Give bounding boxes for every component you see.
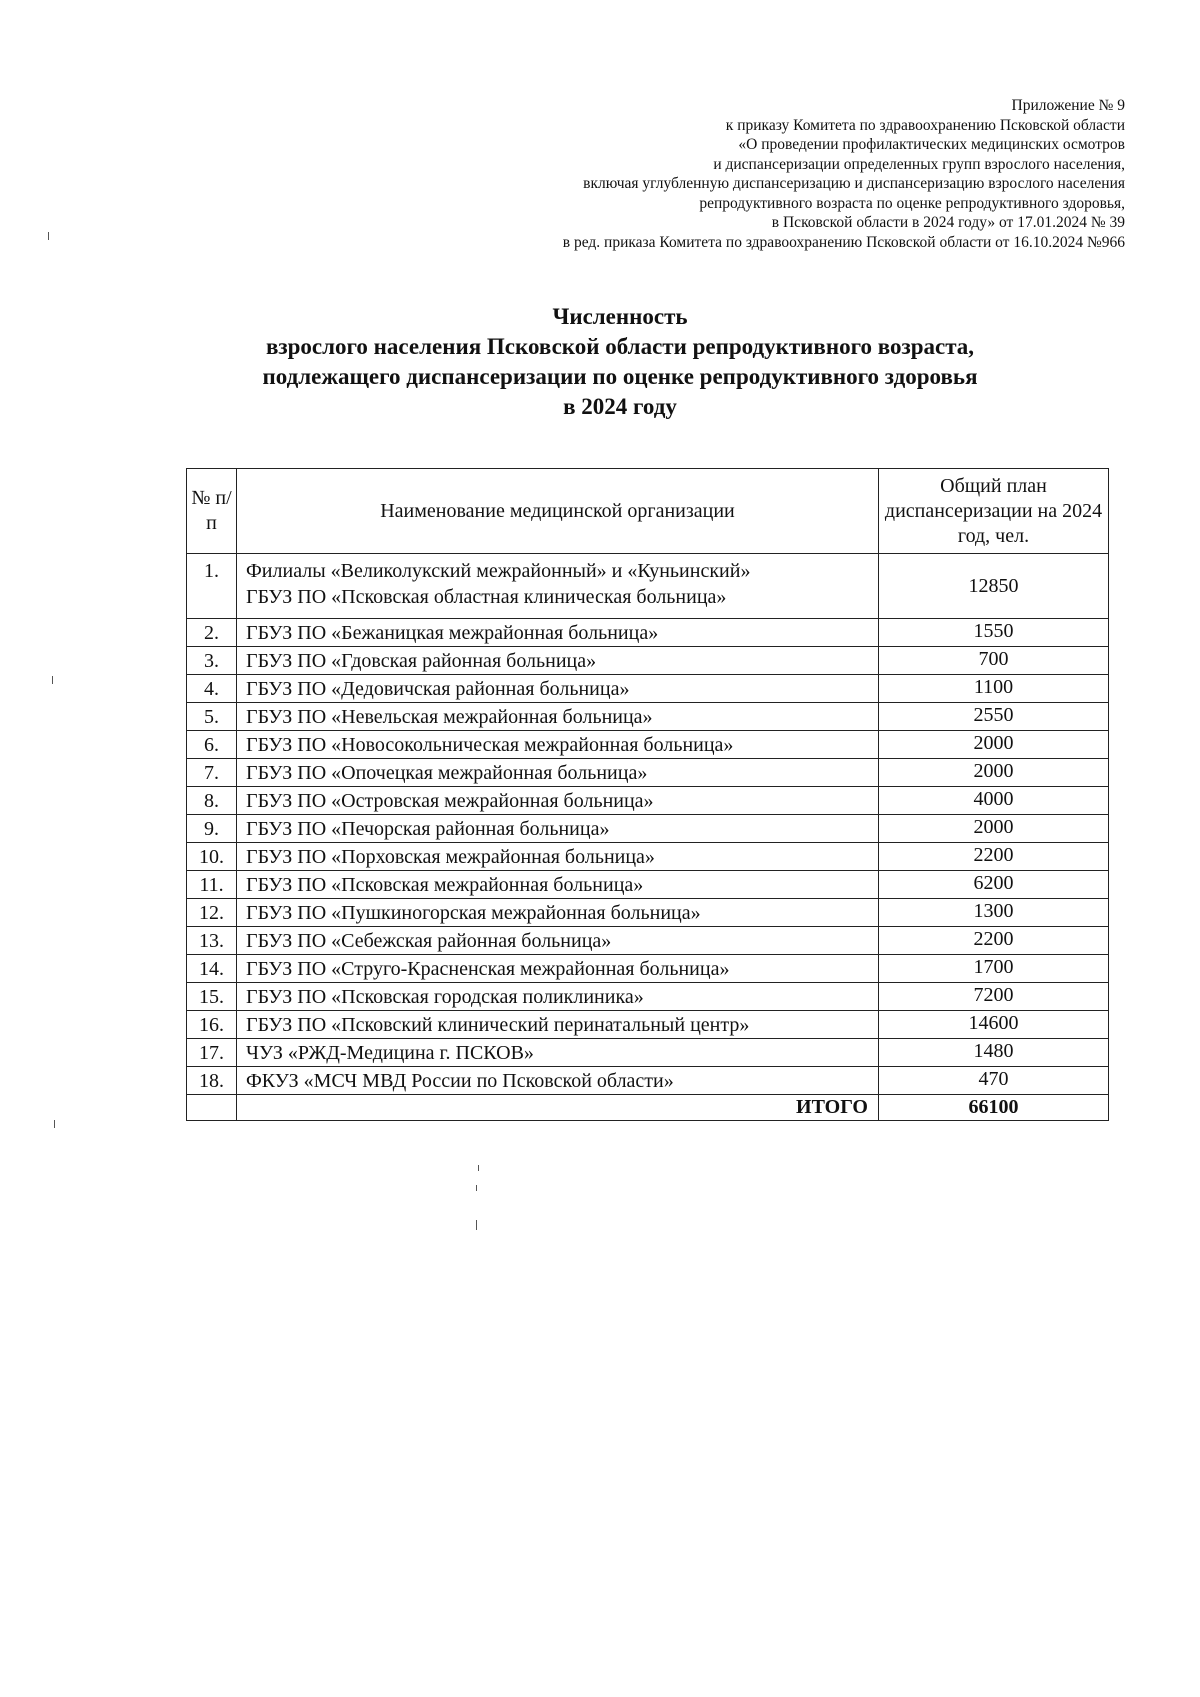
title-line: подлежащего диспансеризации по оценке репродуктивного здоровья [262, 364, 978, 389]
table-total-row [187, 1095, 1109, 1121]
row-name: ГБУЗ ПО «Псковская городская поликлиника» [237, 983, 879, 1011]
row-name: ФКУЗ «МСЧ МВД России по Псковской области» [237, 1067, 879, 1095]
row-plan: 700 [879, 647, 1109, 675]
scan-mark [476, 1220, 477, 1230]
row-plan: 2000 [879, 731, 1109, 759]
row-plan: 2000 [879, 815, 1109, 843]
row-name: ГБУЗ ПО «Струго-Красненская межрайонная больница» [237, 955, 879, 983]
row-name-line: Филиалы «Великолукский межрайонный» и «Куньинский» [246, 560, 751, 582]
appendix-line: репродуктивного возраста по оценке репродуктивного здоровья, [699, 194, 1125, 212]
row-name: ГБУЗ ПО «Дедовичская районная больница» [237, 675, 879, 703]
scan-mark [48, 232, 49, 240]
header-plan: Общий план диспансеризации на 2024 год, чел. [879, 469, 1109, 554]
table-row [187, 1011, 1109, 1039]
table-row [187, 647, 1109, 675]
table-row [187, 787, 1109, 815]
table-row [187, 619, 1109, 647]
row-num: 10. [187, 843, 237, 871]
row-plan: 1480 [879, 1039, 1109, 1067]
row-name-line: ГБУЗ ПО «Псковская областная клиническая больница» [246, 586, 727, 608]
row-plan: 2550 [879, 703, 1109, 731]
appendix-line: «О проведении профилактических медицинских осмотров [738, 136, 1125, 153]
appendix-line: в Псковской области в 2024 году» от 17.01.2024 № 39 [771, 214, 1125, 231]
row-num: 13. [187, 927, 237, 955]
row-num: 4. [187, 675, 237, 703]
total-label: ИТОГО [237, 1095, 879, 1121]
row-num: 6. [187, 731, 237, 759]
row-plan: 2200 [879, 843, 1109, 871]
appendix-line: Приложение № 9 [1011, 97, 1125, 114]
row-name: ГБУЗ ПО «Псковская межрайонная больница» [237, 871, 879, 899]
row-plan: 1300 [879, 899, 1109, 927]
document-title [120, 302, 1120, 422]
appendix-line: и диспансеризации определенных групп взрослого населения, [713, 155, 1125, 173]
table-row [187, 871, 1109, 899]
scan-mark [54, 1120, 55, 1128]
title-line: взрослого населения Псковской области репродуктивного возраста, [265, 334, 975, 359]
row-name: ГБУЗ ПО «Себежская районная больница» [237, 927, 879, 955]
appendix-line: в ред. приказа Комитета по здравоохранению Псковской области от 16.10.2024 №966 [562, 233, 1125, 251]
row-name: ГБУЗ ПО «Невельская межрайонная больница» [237, 703, 879, 731]
row-plan: 7200 [879, 983, 1109, 1011]
table-row [187, 815, 1109, 843]
row-num: 14. [187, 955, 237, 983]
row-num: 2. [187, 619, 237, 647]
row-plan: 6200 [879, 871, 1109, 899]
table-row [187, 675, 1109, 703]
table-row [187, 731, 1109, 759]
plan-table [186, 468, 1109, 1121]
row-name: ЧУЗ «РЖД-Медицина г. ПСКОВ» [237, 1039, 879, 1067]
row-plan: 2000 [879, 759, 1109, 787]
appendix-note [405, 96, 1125, 252]
scan-mark [478, 1165, 479, 1171]
row-num: 7. [187, 759, 237, 787]
table-row [187, 955, 1109, 983]
row-num: 15. [187, 983, 237, 1011]
total-value: 66100 [879, 1095, 1109, 1121]
row-num: 12. [187, 899, 237, 927]
table-row [187, 554, 1109, 619]
row-num: 11. [187, 871, 237, 899]
row-plan: 2200 [879, 927, 1109, 955]
row-plan: 1700 [879, 955, 1109, 983]
row-num: 16. [187, 1011, 237, 1039]
row-name: ГБУЗ ПО «Печорская районная больница» [237, 815, 879, 843]
scan-mark [476, 1185, 477, 1191]
table-row [187, 1067, 1109, 1095]
table-row [187, 927, 1109, 955]
row-num: 1. [187, 554, 237, 619]
table-row [187, 703, 1109, 731]
row-plan: 14600 [879, 1011, 1109, 1039]
row-name: ГБУЗ ПО «Островская межрайонная больница» [237, 787, 879, 815]
scan-mark [52, 676, 53, 684]
row-num: 9. [187, 815, 237, 843]
row-plan: 12850 [879, 554, 1109, 619]
row-num: 8. [187, 787, 237, 815]
row-name: ГБУЗ ПО «Опочецкая межрайонная больница» [237, 759, 879, 787]
row-name: ГБУЗ ПО «Порховская межрайонная больница» [237, 843, 879, 871]
row-num: 3. [187, 647, 237, 675]
title-line: Численность [552, 304, 688, 329]
table-row [187, 759, 1109, 787]
row-name: ГБУЗ ПО «Псковский клинический перинатальный центр» [237, 1011, 879, 1039]
table-header-row [187, 469, 1109, 554]
title-line: в 2024 году [563, 394, 677, 419]
row-plan: 1100 [879, 675, 1109, 703]
header-name: Наименование медицинской организации [237, 469, 879, 554]
table-row [187, 983, 1109, 1011]
row-name: ГБУЗ ПО «Бежаницкая межрайонная больница» [237, 619, 879, 647]
header-num: № п/п [187, 469, 237, 554]
row-num: 5. [187, 703, 237, 731]
row-name [237, 554, 879, 619]
table-row [187, 899, 1109, 927]
appendix-line: включая углубленную диспансеризацию и диспансеризацию взрослого населения [583, 175, 1125, 192]
total-blank-cell [187, 1095, 237, 1121]
row-plan: 1550 [879, 619, 1109, 647]
row-num: 17. [187, 1039, 237, 1067]
table-row [187, 1039, 1109, 1067]
row-name: ГБУЗ ПО «Гдовская районная больница» [237, 647, 879, 675]
row-plan: 470 [879, 1067, 1109, 1095]
row-num: 18. [187, 1067, 237, 1095]
row-name: ГБУЗ ПО «Новосокольническая межрайонная больница» [237, 731, 879, 759]
appendix-line: к приказу Комитета по здравоохранению Псковской области [725, 116, 1125, 134]
row-plan: 4000 [879, 787, 1109, 815]
row-name: ГБУЗ ПО «Пушкиногорская межрайонная больница» [237, 899, 879, 927]
table-row [187, 843, 1109, 871]
